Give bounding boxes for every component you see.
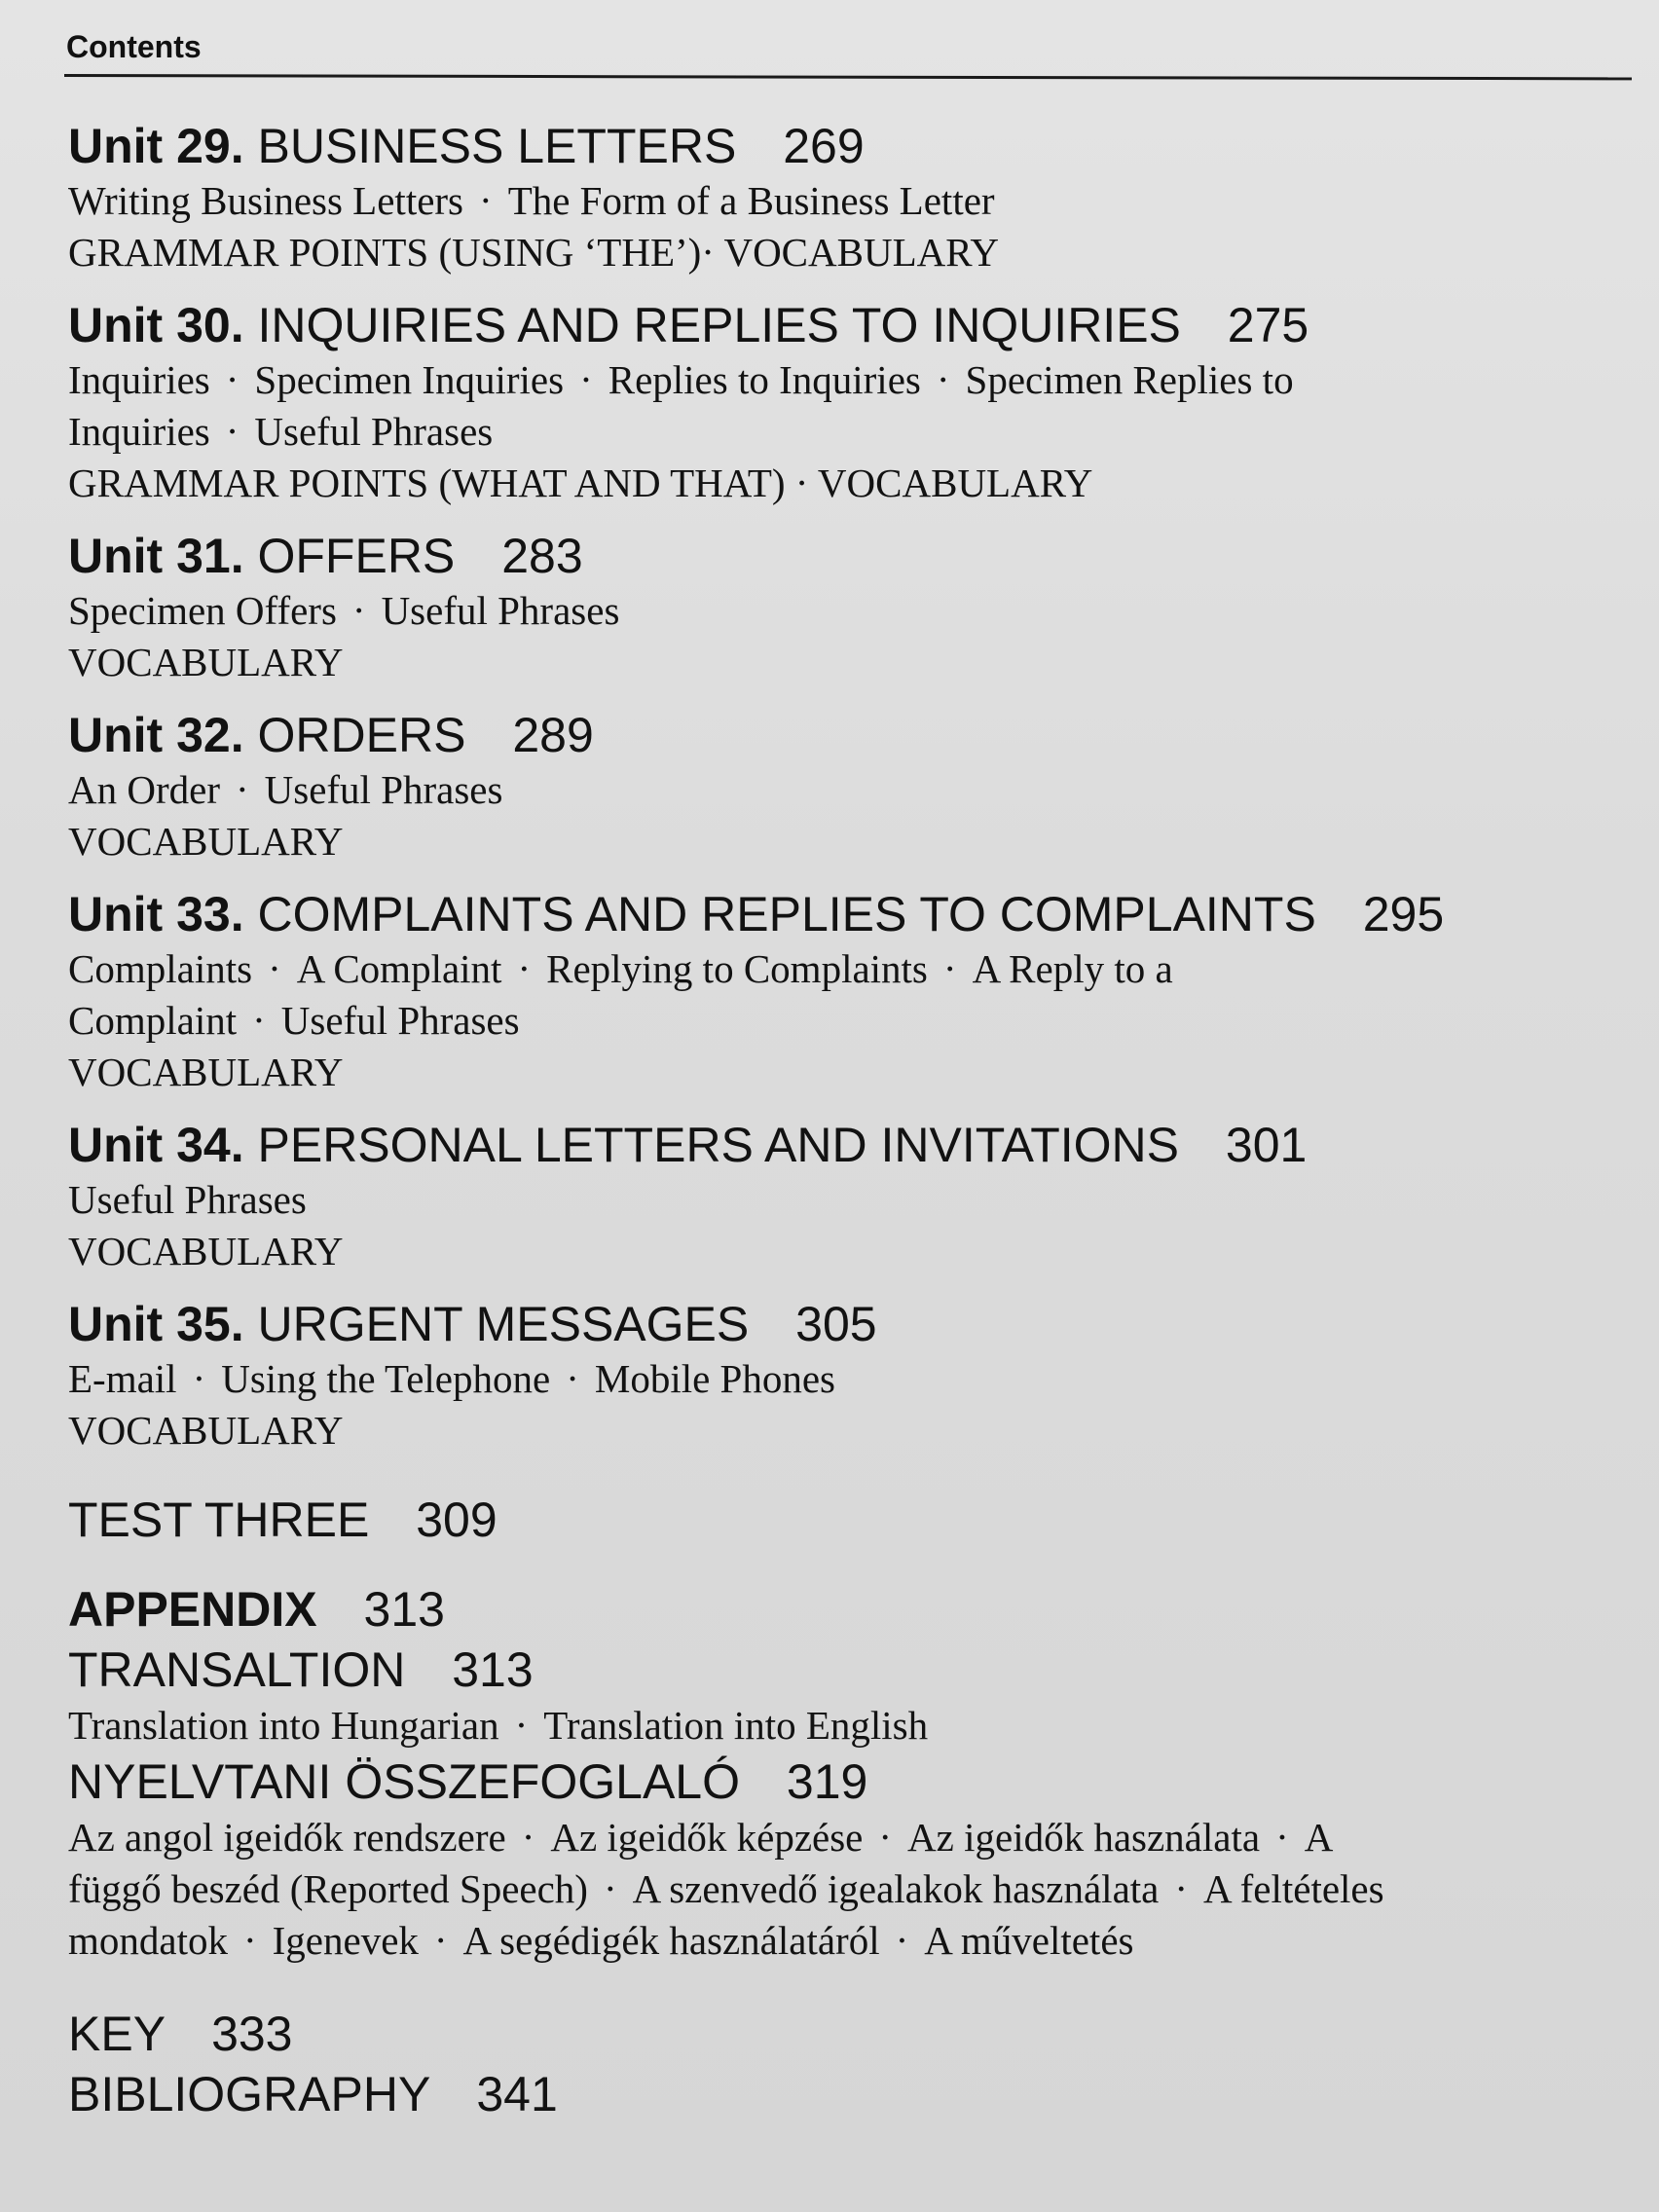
vocabulary-line: VOCABULARY [68,1050,344,1094]
topic-item: Translation into Hungarian [68,1703,499,1748]
unit-title: INQUIRIES AND REPLIES TO INQUIRIES [257,298,1181,352]
topic-item: Complaints [68,946,253,991]
unit-heading [68,1116,1587,1174]
toc-unit-31 [68,527,1587,688]
separator-dot: · [235,767,249,812]
toc-unit-35 [68,1295,1587,1456]
separator-dot: · [433,1918,448,1963]
separator-dot: · [1174,1866,1189,1911]
topic-item: A [1304,1815,1334,1860]
topic-line [68,585,1587,637]
page-number: 305 [795,1297,877,1351]
topic-item: függő beszéd (Reported Speech) [68,1866,588,1911]
section-title: APPENDIX [68,1582,317,1637]
topic-item: Inquiries [68,357,210,402]
separator-dot: · [1275,1815,1289,1860]
topic-item: A Complaint [296,946,502,991]
unit-title: COMPLAINTS AND REPLIES TO COMPLAINTS [257,887,1316,941]
page-number: 295 [1362,887,1445,941]
topic-line [68,1353,1587,1405]
topic-item: Inquiries [68,409,210,454]
topic-item: Using the Telephone [221,1356,551,1401]
toc-key [68,2004,1587,2064]
topic-line [68,1174,1587,1226]
page-number: 289 [512,708,594,762]
unit-heading [68,296,1587,354]
section-title: NYELVTANI ÖSSZEFOGLALÓ [68,1754,740,1809]
toc-translation [68,1640,1587,1700]
toc-unit-34 [68,1116,1587,1277]
topic-line [68,764,1587,816]
unit-title: URGENT MESSAGES [257,1297,750,1351]
separator-dot: · [479,178,493,223]
page-number: 283 [501,529,583,583]
topic-line [68,1863,1587,1915]
topic-item: Replying to Complaints [546,946,928,991]
separator-dot: · [351,588,366,633]
topic-item: Useful Phrases [280,998,520,1043]
separator-dot: · [225,357,240,402]
unit-heading [68,527,1587,585]
topic-item: A műveltetés [924,1918,1134,1963]
unit-heading [68,885,1587,943]
table-of-contents [68,117,1587,2124]
page-number: 275 [1227,298,1309,352]
topic-line [68,943,1587,995]
topic-item: Complaint [68,998,238,1043]
unit-title: PERSONAL LETTERS AND INVITATIONS [257,1118,1179,1172]
separator-dot: · [579,357,593,402]
topic-item: Az igeidők használata [907,1815,1261,1860]
unit-title: ORDERS [257,708,466,762]
separator-dot: · [603,1866,617,1911]
toc-test-three [68,1490,1587,1550]
topic-item: A szenvedő igealakok használata [632,1866,1160,1911]
topic-item: A Reply to a [972,946,1173,991]
topic-item: A segédigék használatáról [462,1918,880,1963]
separator-dot: · [936,357,950,402]
toc-bibliography [68,2064,1587,2124]
topic-item: The Form of a Business Letter [507,178,995,223]
topic-item: Translation into English [543,1703,929,1748]
topic-item: Writing Business Letters [68,178,464,223]
topic-item: Specimen Offers [68,588,337,633]
unit-label: Unit 35. [68,1297,244,1351]
toc-unit-30 [68,296,1587,509]
topic-line [68,406,1587,458]
separator-dot: · [252,998,266,1043]
unit-heading [68,706,1587,764]
separator-dot: · [942,946,957,991]
topic-item: Specimen Replies to [965,357,1294,402]
topic-line [68,1915,1587,1967]
toc-appendix [68,1579,1587,1640]
section-title: BIBLIOGRAPHY [68,2067,430,2121]
topic-line [68,1700,1587,1751]
separator-dot: · [521,1815,535,1860]
separator-dot: · [225,409,240,454]
page-number: 269 [783,119,865,173]
page-number: 301 [1225,1118,1308,1172]
section-title: KEY [68,2007,166,2061]
topic-item: A feltételes [1203,1866,1384,1911]
topic-item: Az angol igeidők rendszere [68,1815,506,1860]
separator-dot: · [242,1918,257,1963]
separator-dot: · [895,1918,909,1963]
topic-item: Az igeidők képzése [550,1815,864,1860]
unit-label: Unit 30. [68,298,244,352]
topic-line [68,175,1587,227]
unit-heading [68,117,1587,175]
separator-dot: · [268,946,281,991]
unit-label: Unit 29. [68,119,244,173]
unit-label: Unit 34. [68,1118,244,1172]
topic-item: Mobile Phones [594,1356,836,1401]
toc-nyelvtani-osszefoglalo [68,1751,1587,1812]
header-rule [64,74,1632,80]
vocabulary-line: VOCABULARY [68,640,344,684]
topic-item: Useful Phrases [264,767,503,812]
topic-line [68,995,1587,1047]
separator-dot: · [517,946,532,991]
vocabulary-line: VOCABULARY [68,1408,344,1453]
unit-label: Unit 31. [68,529,244,583]
toc-unit-32 [68,706,1587,867]
section-title: TEST THREE [68,1493,370,1547]
section-title: TRANSALTION [68,1642,406,1697]
unit-title: OFFERS [257,529,456,583]
page-number: 341 [476,2067,558,2121]
topic-item: Useful Phrases [381,588,620,633]
separator-dot: · [878,1815,893,1860]
topic-item: An Order [68,767,220,812]
unit-label: Unit 32. [68,708,244,762]
unit-heading [68,1295,1587,1353]
topic-item: mondatok [68,1918,228,1963]
separator-dot: · [514,1703,529,1748]
toc-unit-29 [68,117,1587,278]
vocabulary-line: VOCABULARY [68,819,344,864]
grammar-vocabulary-line: GRAMMAR POINTS (WHAT AND THAT) · VOCABULARY [68,461,1093,505]
page-header-title: Contents [66,29,202,64]
page-number: 309 [416,1493,498,1547]
unit-title: BUSINESS LETTERS [257,119,737,173]
topic-item: Useful Phrases [254,409,494,454]
separator-dot: · [192,1356,206,1401]
page-number: 313 [452,1642,534,1697]
page-number: 313 [363,1582,445,1637]
topic-item: Specimen Inquiries [254,357,565,402]
grammar-vocabulary-line: GRAMMAR POINTS (USING ‘THE’)· VOCABULARY [68,230,999,275]
toc-unit-33 [68,885,1587,1098]
vocabulary-line: VOCABULARY [68,1229,344,1273]
unit-label: Unit 33. [68,887,244,941]
page-number: 333 [211,2007,293,2061]
topic-line [68,1812,1587,1863]
topic-item: E-mail [68,1356,177,1401]
topic-item: Igenevek [272,1918,419,1963]
separator-dot: · [566,1356,579,1401]
topic-item: Replies to Inquiries [608,357,921,402]
page-number: 319 [786,1754,868,1809]
topic-item: Useful Phrases [68,1177,307,1222]
topic-line [68,354,1587,406]
